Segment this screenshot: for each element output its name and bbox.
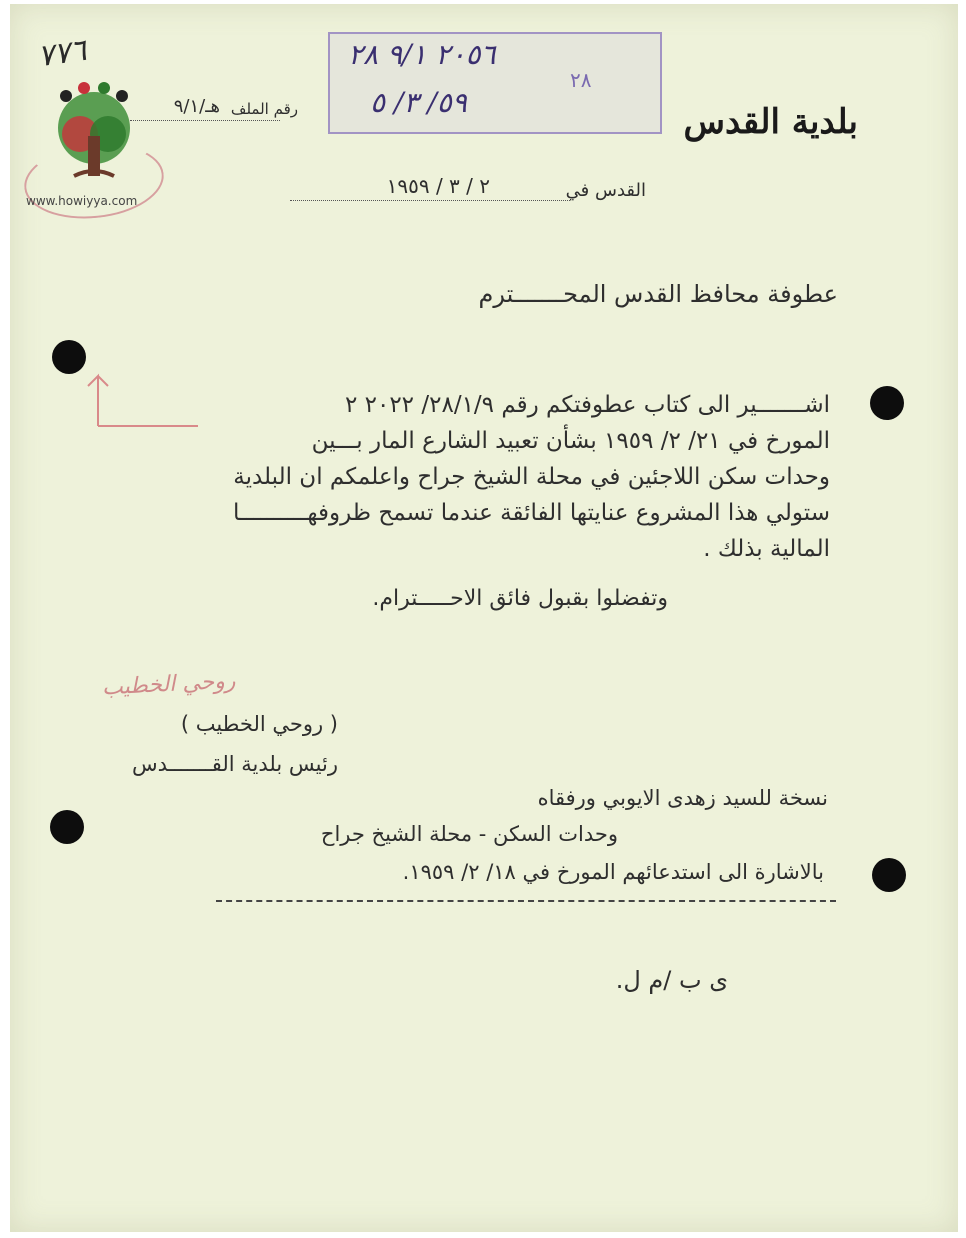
date-dotted-line	[290, 200, 570, 201]
cc-line: وحدات السكن - محلة الشيخ جراح	[320, 822, 618, 846]
punch-hole	[52, 340, 86, 374]
handwritten-signature: روحي الخطيب	[101, 668, 237, 701]
signatory-name: ( روحي الخطيب )	[180, 712, 338, 736]
file-number-value: هـ/٩/١	[173, 96, 220, 117]
letterhead-title: بلدية القدس	[683, 102, 858, 142]
received-stamp	[328, 32, 662, 134]
watermark-logo-icon	[44, 76, 144, 194]
stamp-line-3: ٢٨	[570, 68, 592, 92]
punch-hole	[50, 810, 84, 844]
punch-hole	[870, 386, 904, 420]
recipient-line: عطوفة محافظ القدس المحـــــــترم	[478, 280, 838, 308]
place-label: القدس في	[565, 180, 646, 201]
letter-date: ٢ / ٣ / ١٩٥٩	[386, 174, 490, 198]
dashed-divider	[216, 900, 836, 902]
closing-line: وتفضلوا بقبول فائق الاحـــــترام.	[372, 586, 668, 611]
watermark-url: www.howiyya.com	[26, 194, 138, 208]
signatory-title: رئيس بلدية القـــــــدس	[132, 752, 338, 776]
body-line: المالية بذلك .	[703, 536, 830, 562]
body-line: المورخ في ٢١/ ٢/ ١٩٥٩ بشأن تعبيد الشارع المار بـــين	[311, 428, 830, 454]
red-arrow-annotation	[78, 326, 208, 436]
body-line: ستولي هذا المشروع عنايتها الفائقة عندما تسمح ظروفهــــــــــا	[232, 500, 830, 526]
body-line: وحدات سكن اللاجئين في محلة الشيخ جراح واعلمكم ان البلدية	[233, 464, 830, 490]
handwritten-reference-number: ٧٧٦	[35, 32, 89, 75]
document-page	[10, 4, 958, 1232]
body-line: اشـــــــير الى كتاب عطوفتكم رقم ٢٨/١/٩/ ٢٠٢٢ ٢	[344, 392, 830, 418]
cc-line: بالاشارة الى استدعائهم المورخ في ١٨/ ٢/ ١٩٥٩.	[402, 860, 824, 884]
stamp-line-2: ٥٩/ ٣/ ٥	[370, 86, 467, 119]
punch-hole	[872, 858, 906, 892]
cc-line: نسخة للسيد زهدى الايوبي ورفقاه	[537, 786, 828, 810]
file-number-label: رقم الملف	[230, 100, 298, 118]
typist-initials: ى ب /م ل.	[615, 966, 728, 994]
file-number-dotted-line	[130, 120, 280, 121]
stamp-line-1: ٢٠٥٦ ٩/١ ٢٨	[348, 38, 496, 71]
